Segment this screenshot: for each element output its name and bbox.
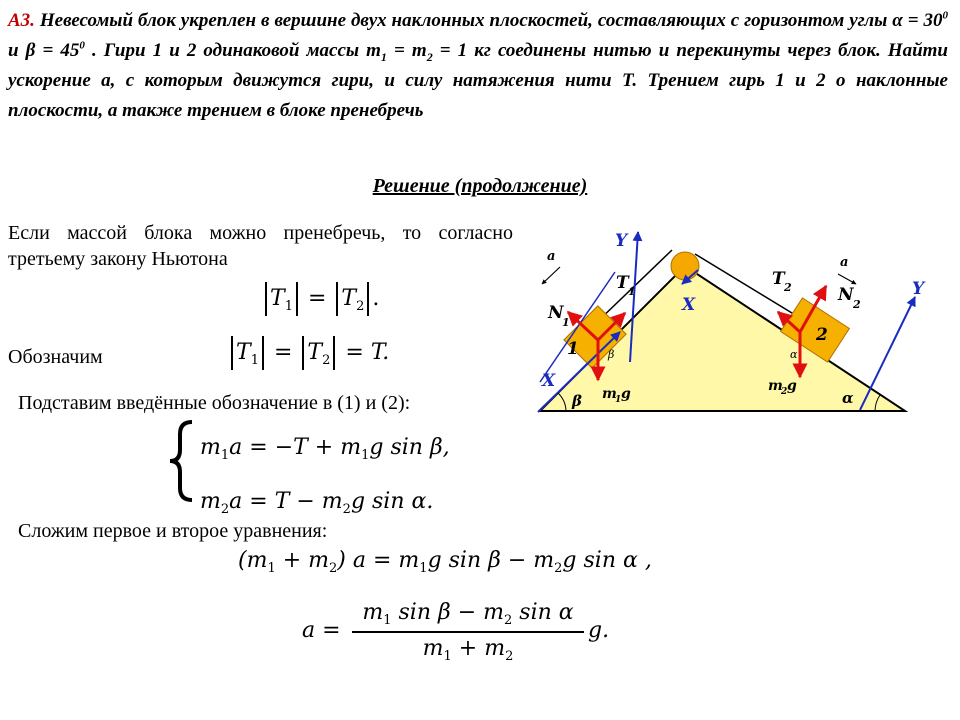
problem-text: = 45 [35, 40, 80, 61]
eq-subscript: 2 [356, 299, 365, 314]
mass-subscript: 1 [380, 49, 387, 64]
m2g-subscript: 2 [781, 387, 788, 397]
eq-subscript: 2 [329, 561, 338, 576]
problem-text: . Гири 1 и 2 одинаковой массы m [84, 40, 381, 61]
alpha-small-label: α [790, 348, 798, 361]
eq-subscript: 2 [554, 561, 563, 576]
abs-bar [367, 282, 369, 316]
eq-part: sin α [512, 600, 574, 625]
y-label-right: Y [912, 279, 925, 299]
eq-symbol: T [270, 286, 285, 311]
eq-part: ) a = m [337, 548, 420, 573]
abs-bar [336, 282, 338, 316]
m2g-label: m [768, 378, 783, 394]
eq-symbol: T [236, 340, 251, 365]
degree-sup: 0 [942, 9, 948, 22]
m1g-label: m [602, 386, 617, 402]
equation-system [200, 425, 450, 533]
eq-subscript: 1 [220, 448, 230, 463]
eq-sign: = [273, 340, 293, 365]
eq-subscript: 2 [505, 649, 514, 664]
problem-statement [8, 6, 948, 126]
x-label-left: X [542, 371, 556, 391]
accel-arrow-right [838, 274, 856, 284]
denote-text: Обозначим [8, 346, 103, 368]
eq-subscript: 1 [267, 561, 276, 576]
eq-end: . [372, 286, 380, 311]
problem-text: = 1 кг соединены нитью и перекинуты через блок. Найти ускорение a, с которым движутся гири, и силу натяжения нити Т. Трением гирь 1 и 2 о наклонные плоскости, а также трением в блоке пренебречь [8, 40, 948, 121]
eq-part: (m [238, 548, 268, 573]
degree-sup: 0 [79, 39, 85, 52]
n1-label: N [548, 303, 564, 323]
block-2-label: 2 [816, 325, 828, 345]
abs-bar [302, 336, 304, 370]
eq-symbol: m [200, 435, 221, 460]
eq-subscript: 1 [443, 649, 452, 664]
m2g-g: g [787, 378, 797, 394]
fraction-denominator [352, 636, 584, 664]
eq-sign: = [345, 340, 364, 365]
accel-rhs: g. [588, 618, 610, 643]
n2-label: N [838, 285, 854, 305]
alpha-symbol: α [892, 10, 903, 31]
solution-heading: Решение (продолжение) [372, 175, 588, 197]
eq-result: T. [370, 340, 390, 365]
eq-subscript: 1 [250, 353, 259, 368]
system-equation-1 [200, 425, 450, 479]
problem-text: Невесомый блок укреплен в вершине двух наклонных плоскостей, составляющих с горизонтом углы [34, 10, 893, 31]
eq-part: g sin β − m [427, 548, 555, 573]
m1g-subscript: 1 [615, 395, 622, 405]
eq-subscript: 2 [322, 353, 331, 368]
eq-symbol: m [200, 489, 221, 514]
eq-symbol: a [229, 435, 243, 460]
newton-third-law-equation [262, 282, 379, 316]
accel-label-right: a [840, 255, 849, 270]
eq-symbol: T [307, 340, 323, 365]
add-equations-text: Сложим первое и второе уравнения: [18, 520, 328, 542]
alpha-label: α [842, 389, 854, 407]
mass-subscript: 2 [426, 49, 433, 64]
block-1-label: 1 [567, 339, 579, 359]
abs-bar [296, 282, 298, 316]
t1-label: T [616, 273, 629, 293]
beta-small-label: β [608, 348, 615, 361]
abs-bar [333, 336, 335, 370]
n2-subscript: 2 [853, 298, 861, 311]
eq-symbol: T [341, 286, 357, 311]
eq-subscript: 1 [419, 561, 428, 576]
eq-part: = T − m [242, 489, 343, 514]
sum-equation [238, 548, 652, 576]
eq-symbol: m [362, 600, 384, 625]
y-label-left: Y [615, 231, 628, 251]
fraction-bar [352, 631, 584, 633]
eq-subscript: 1 [383, 613, 392, 628]
abs-bar [265, 282, 267, 316]
eq-subscript: 1 [361, 448, 370, 463]
fraction-numerator [352, 600, 584, 628]
t2-label: T [772, 269, 785, 289]
substitute-text: Подставим введённые обозначение в (1) и (2): [18, 392, 411, 414]
problem-text: = 30 [902, 10, 943, 31]
accel-fraction [352, 600, 584, 664]
eq-symbol: a [229, 489, 243, 514]
eq-sign: = [307, 286, 327, 311]
m1g-g: g [621, 386, 631, 402]
n1-subscript: 1 [562, 316, 570, 329]
accel-arrow-left [542, 267, 560, 284]
eq-subscript: 2 [342, 502, 351, 517]
y-axis-right [860, 297, 915, 410]
eq-part: g sin β, [369, 435, 450, 460]
denote-equation [228, 336, 389, 370]
eq-part: + m [275, 548, 330, 573]
x-label-center: X [682, 295, 696, 315]
eq-subscript: 2 [220, 502, 230, 517]
intro-text: Если массой блока можно пренебречь, то согласно третьему закону Ньютона [8, 222, 513, 270]
eq-part: = −T + m [242, 435, 362, 460]
eq-symbol: m [422, 636, 444, 661]
eq-part: sin β − m [391, 600, 504, 625]
inclined-planes-diagram [520, 212, 925, 422]
pulley [671, 252, 699, 280]
problem-text: = m [386, 40, 427, 61]
problem-text: и [8, 40, 26, 61]
eq-part: g sin α. [350, 489, 434, 514]
t1-subscript: 1 [628, 285, 636, 298]
abs-bar [231, 336, 233, 370]
abs-bar [262, 336, 264, 370]
beta-label: β [572, 392, 582, 410]
eq-part: + m [451, 636, 506, 661]
accel-lhs: a = [302, 618, 341, 643]
eq-part: g sin α , [562, 548, 652, 573]
problem-number: А3. [8, 10, 35, 31]
eq-subscript: 2 [504, 613, 513, 628]
accel-label-left: a [547, 249, 556, 264]
eq-subscript: 1 [284, 299, 293, 314]
t2-subscript: 2 [784, 281, 792, 294]
beta-symbol: β [25, 40, 36, 61]
system-brace [168, 420, 198, 502]
